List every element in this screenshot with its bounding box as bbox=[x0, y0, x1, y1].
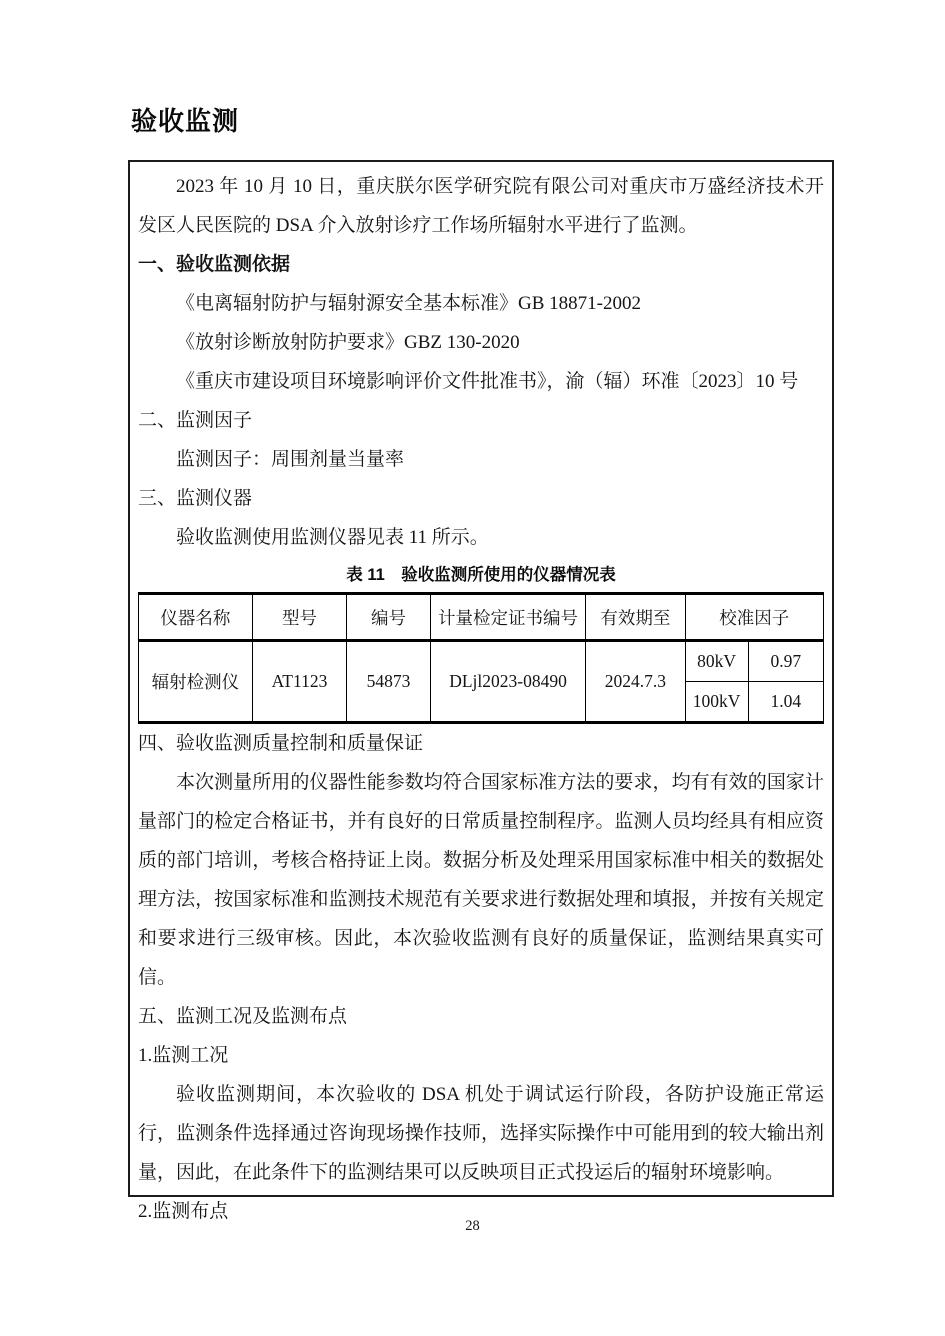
reference-item-1: 《电离辐射防护与辐射源安全基本标准》GB 18871-2002 bbox=[176, 293, 641, 314]
section-heading-1: 一、验收监测依据 bbox=[138, 254, 291, 275]
section-heading-2: 二、监测因子 bbox=[138, 410, 253, 431]
cell-calibration-factor-80kv: 0.97 bbox=[748, 641, 823, 682]
section-4-body: 本次测量所用的仪器性能参数均符合国家标准方法的要求，均有有效的国家计量部门的检定合格证书，并有良好的日常质量控制程序。监测人员均经具有相应资质的部门培训，考核合格持证上岗。数据分析及处理采用国家标准中相关的数据处理方法，按国家标准和监测技术规范有关要求进行数据处理和填报，并按有关规定和要求进行三级审核。因此，本次验收监测有良好的质量保证，监测结果真实可信。 bbox=[138, 772, 824, 988]
table-header-instrument-name: 仪器名称 bbox=[139, 594, 253, 641]
reference-item-2: 《放射诊断放射防护要求》GBZ 130-2020 bbox=[176, 332, 520, 353]
cell-valid-until: 2024.7.3 bbox=[586, 641, 685, 723]
content-box bbox=[128, 160, 834, 1222]
subsection-heading-5-2: 2.监测布点 bbox=[138, 1201, 229, 1222]
cell-serial: 54873 bbox=[347, 641, 431, 723]
table-header-row bbox=[139, 594, 824, 641]
table-header-calibration-factor: 校准因子 bbox=[685, 594, 823, 641]
page-number: 28 bbox=[465, 1218, 480, 1234]
cell-model: AT1123 bbox=[252, 641, 347, 723]
section-5-1-body: 验收监测期间，本次验收的 DSA 机处于调试运行阶段，各防护设施正常运行，监测条件选择通过咨询现场操作技师，选择实际操作中可能用到的较大输出剂量，因此，在此条件下的监测结果可以反映项目正式投运后的辐射环境影响。 bbox=[138, 1084, 824, 1183]
section-3-body: 验收监测使用监测仪器见表 11 所示。 bbox=[176, 527, 489, 548]
intro-paragraph: 2023 年 10 月 10 日，重庆朕尔医学研究院有限公司对重庆市万盛经济技术开发区人民医院的 DSA 介入放射诊疗工作场所辐射水平进行了监测。 bbox=[138, 176, 824, 236]
section-2-body: 监测因子：周围剂量当量率 bbox=[176, 449, 405, 470]
cell-calibration-voltage-80kv: 80kV bbox=[685, 641, 748, 682]
table-header-serial: 编号 bbox=[347, 594, 431, 641]
instrument-table bbox=[138, 592, 824, 724]
table-header-certificate: 计量检定证书编号 bbox=[430, 594, 585, 641]
cell-calibration-factor-100kv: 1.04 bbox=[748, 682, 823, 723]
section-heading-3: 三、监测仪器 bbox=[138, 488, 253, 509]
table-caption: 表 11 验收监测所使用的仪器情况表 bbox=[346, 566, 616, 584]
section-heading-4: 四、验收监测质量控制和质量保证 bbox=[138, 733, 424, 754]
page-title: 验收监测 bbox=[131, 106, 240, 136]
subsection-heading-5-1: 1.监测工况 bbox=[138, 1045, 229, 1066]
reference-item-3: 《重庆市建设项目环境影响评价文件批准书》，渝（辐）环准〔2023〕10 号 bbox=[176, 371, 799, 392]
cell-instrument-name: 辐射检测仪 bbox=[139, 641, 253, 723]
cell-calibration-voltage-100kv: 100kV bbox=[685, 682, 748, 723]
table-header-model: 型号 bbox=[252, 594, 347, 641]
table-row bbox=[139, 641, 824, 682]
cell-certificate: DLjl2023-08490 bbox=[430, 641, 585, 723]
section-heading-5: 五、监测工况及监测布点 bbox=[138, 1006, 348, 1027]
table-header-valid-until: 有效期至 bbox=[586, 594, 685, 641]
